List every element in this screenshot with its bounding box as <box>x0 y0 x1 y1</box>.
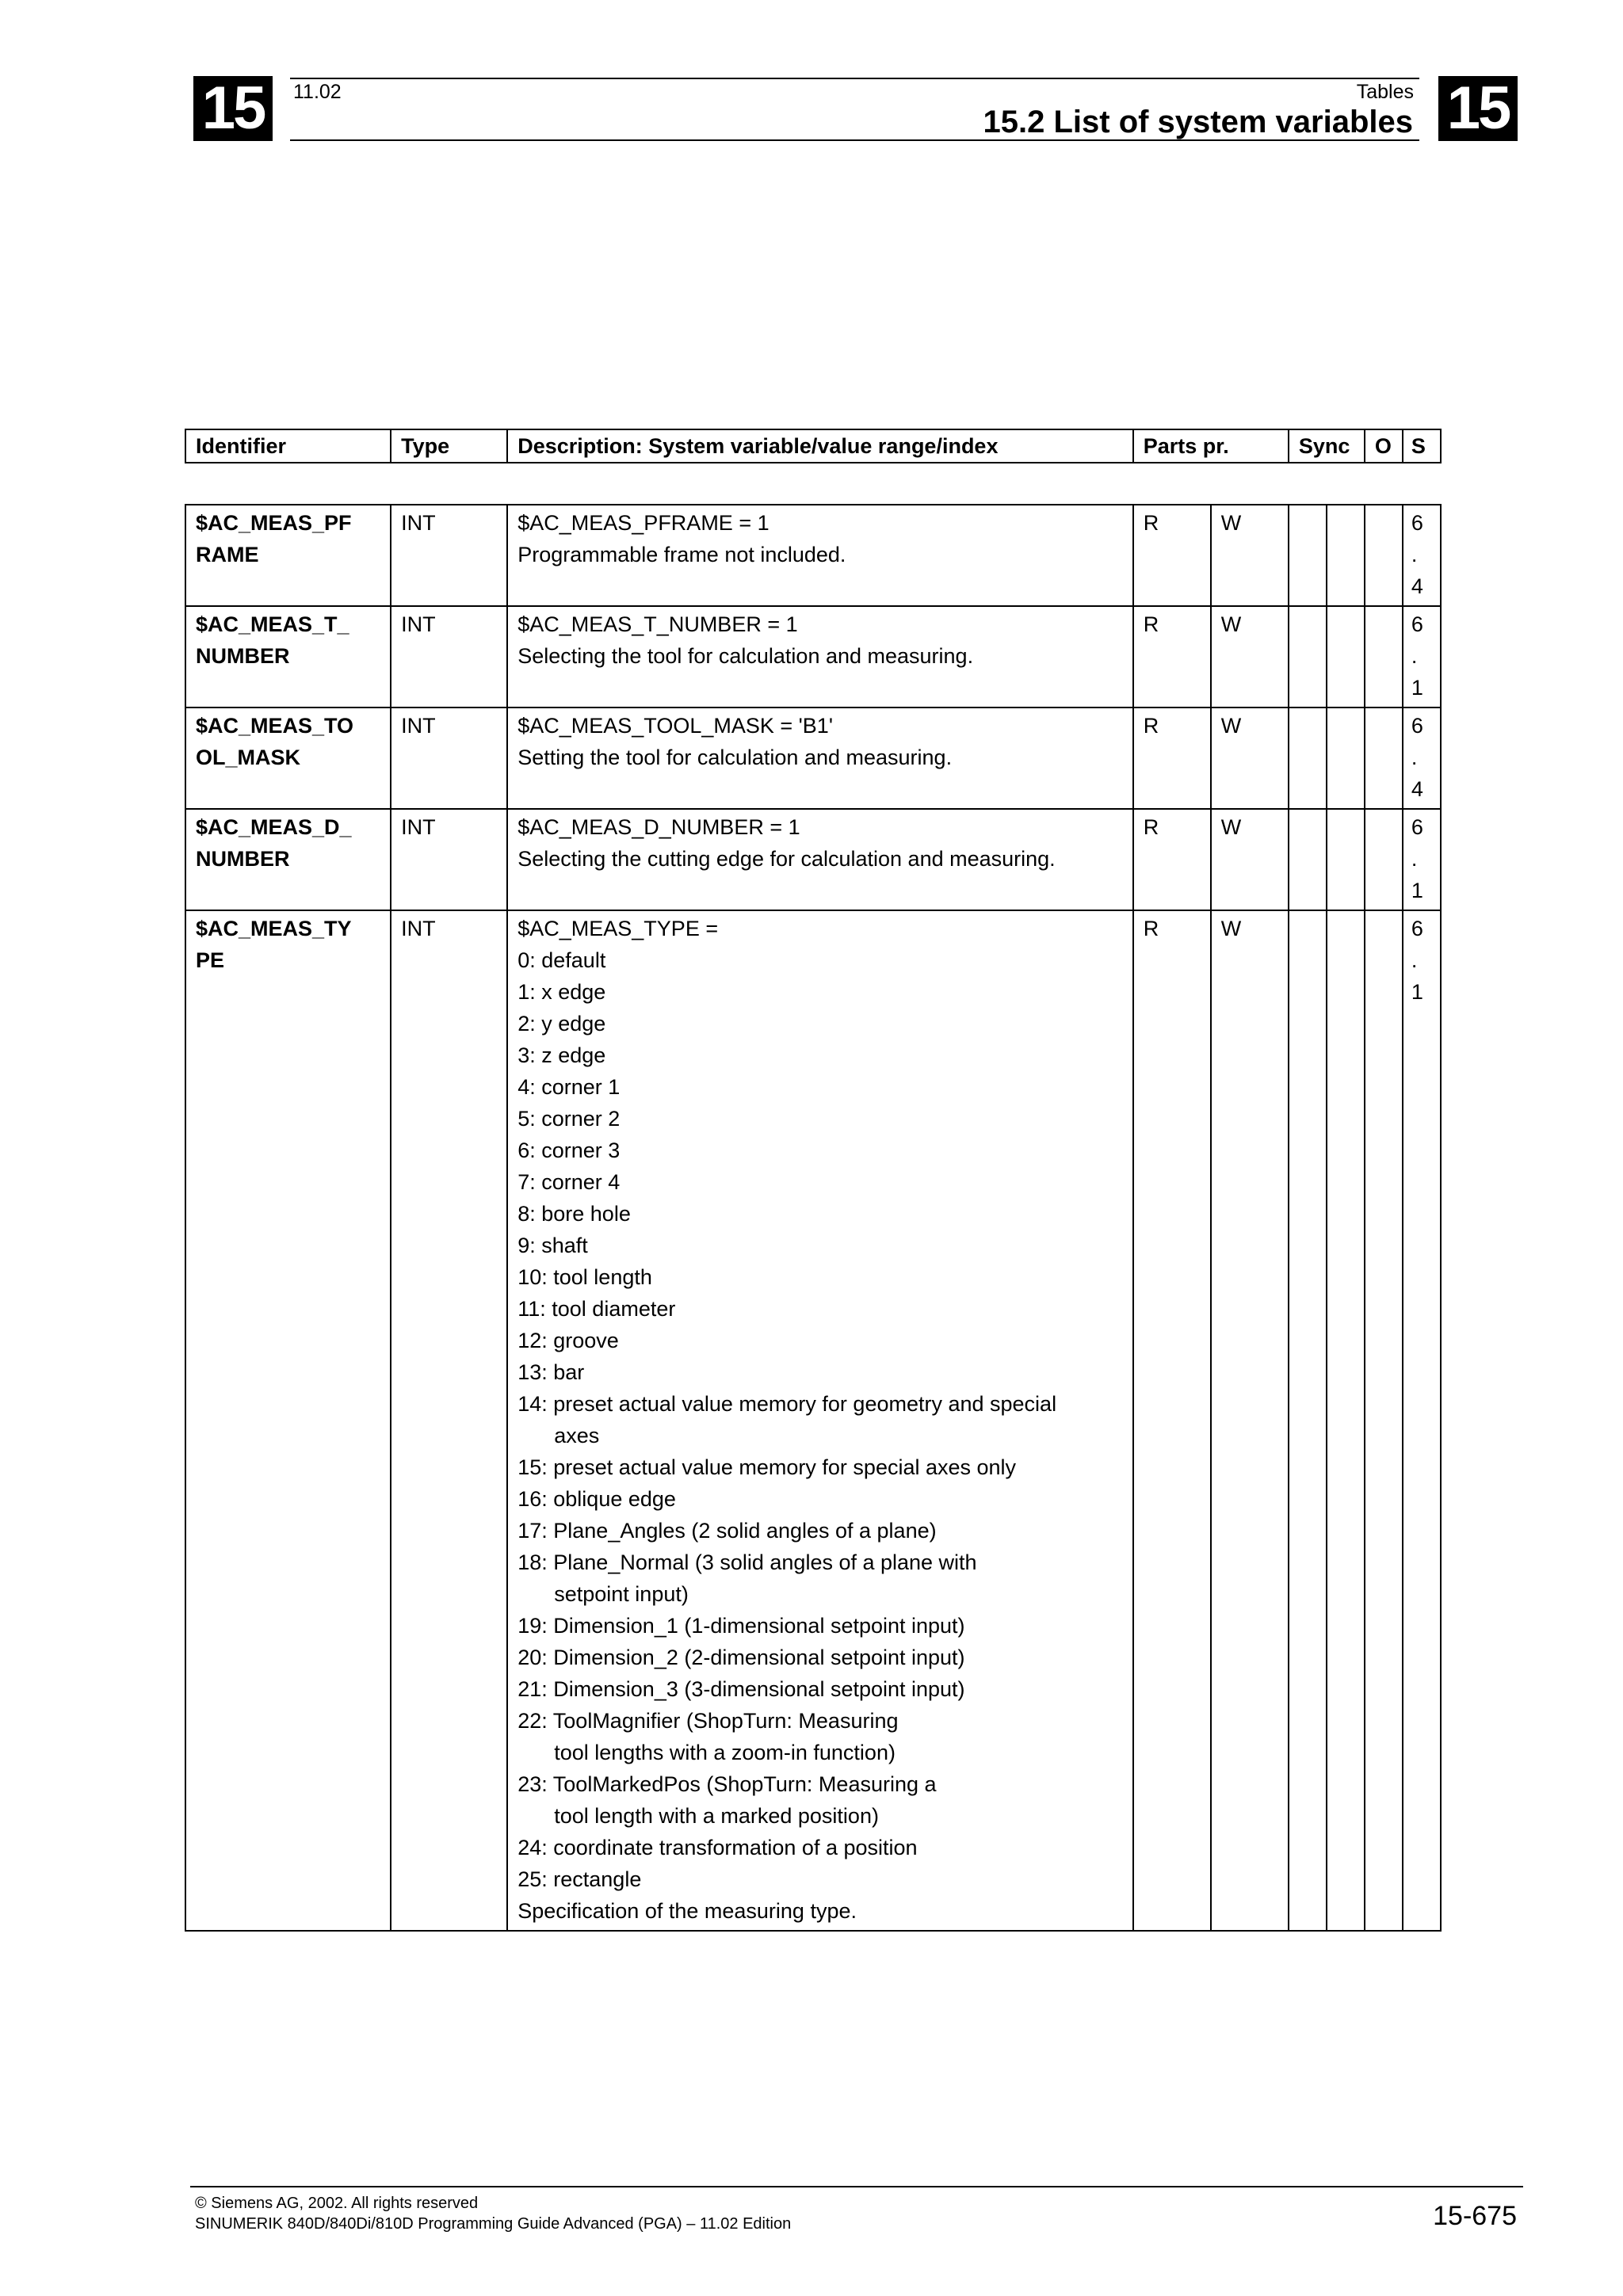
page-number: 15-675 <box>1433 2201 1517 2231</box>
write-access-cell: W <box>1211 707 1289 809</box>
write-access-cell: W <box>1211 606 1289 707</box>
s-value-line: 1 <box>1411 879 1423 902</box>
table-body <box>185 505 1441 1931</box>
identifier-line: RAME <box>196 543 259 566</box>
o-cell <box>1365 505 1403 606</box>
description-line: $AC_MEAS_T_NUMBER = 1 <box>517 612 798 636</box>
s-value-line: . <box>1411 948 1418 972</box>
description-line: 18: Plane_Normal (3 solid angles of a plane with <box>517 1550 977 1574</box>
sync-cell <box>1289 505 1327 606</box>
description-line: 9: shaft <box>517 1234 588 1257</box>
read-access-cell: R <box>1133 606 1211 707</box>
description-line: 6: corner 3 <box>517 1138 621 1162</box>
description-line: 23: ToolMarkedPos (ShopTurn: Measuring a <box>517 1772 937 1796</box>
column-header-row <box>185 429 1441 463</box>
identifier-cell <box>185 707 391 809</box>
sync-cell <box>1327 505 1365 606</box>
s-cell <box>1403 707 1441 809</box>
description-line: 7: corner 4 <box>517 1170 621 1194</box>
description-line: setpoint input) <box>554 1582 689 1606</box>
s-value-line: 6 <box>1411 917 1423 940</box>
table-row <box>185 910 1441 1931</box>
header-type: Type <box>391 429 507 463</box>
description-line: Specification of the measuring type. <box>517 1899 857 1923</box>
type-cell: INT <box>391 707 507 809</box>
s-cell <box>1403 910 1441 1931</box>
description-line: 0: default <box>517 948 606 972</box>
description-line: Programmable frame not included. <box>517 543 846 566</box>
type-cell: INT <box>391 606 507 707</box>
description-cell <box>507 606 1132 707</box>
description-line: 13: bar <box>517 1360 585 1384</box>
description-cell <box>507 809 1132 910</box>
sync-cell <box>1289 809 1327 910</box>
sync-cell <box>1289 606 1327 707</box>
o-cell <box>1365 606 1403 707</box>
header-parts-pr: Parts pr. <box>1133 429 1289 463</box>
sync-cell <box>1327 606 1365 707</box>
write-access-cell: W <box>1211 809 1289 910</box>
s-value-line: 1 <box>1411 980 1423 1004</box>
header-date: 11.02 <box>293 81 342 103</box>
identifier-line: NUMBER <box>196 644 290 668</box>
description-cell <box>507 707 1132 809</box>
description-line: 15: preset actual value memory for special axes only <box>517 1455 1017 1479</box>
description-line: 3: z edge <box>517 1043 606 1067</box>
s-cell <box>1403 606 1441 707</box>
system-variables-table <box>185 504 1442 1932</box>
description-line: 22: ToolMagnifier (ShopTurn: Measuring <box>517 1709 899 1733</box>
type-cell: INT <box>391 809 507 910</box>
sync-cell <box>1289 707 1327 809</box>
identifier-line: OL_MASK <box>196 746 301 769</box>
s-value-line: 4 <box>1411 777 1423 801</box>
write-access-cell: W <box>1211 910 1289 1931</box>
description-line: 16: oblique edge <box>517 1487 676 1511</box>
identifier-cell <box>185 809 391 910</box>
sync-cell <box>1327 910 1365 1931</box>
o-cell <box>1365 910 1403 1931</box>
s-value-line: 1 <box>1411 676 1423 700</box>
header-sync: Sync <box>1289 429 1365 463</box>
write-access-cell: W <box>1211 505 1289 606</box>
footer-copyright: © Siemens AG, 2002. All rights reserved <box>195 2195 479 2212</box>
identifier-line: $AC_MEAS_TO <box>196 714 354 738</box>
s-value-line: 6 <box>1411 612 1423 636</box>
description-cell <box>507 505 1132 606</box>
s-cell <box>1403 505 1441 606</box>
description-line: 5: corner 2 <box>517 1107 621 1131</box>
read-access-cell: R <box>1133 910 1211 1931</box>
sync-cell <box>1327 809 1365 910</box>
header-s: S <box>1403 429 1441 463</box>
description-line: $AC_MEAS_D_NUMBER = 1 <box>517 815 800 839</box>
s-value-line: 6 <box>1411 511 1423 535</box>
header-identifier: Identifier <box>185 429 391 463</box>
s-value-line: . <box>1411 543 1418 566</box>
read-access-cell: R <box>1133 505 1211 606</box>
footer-rule <box>190 2186 1523 2187</box>
table-row <box>185 606 1441 707</box>
header-description: Description: System variable/value range/index <box>507 429 1132 463</box>
identifier-line: NUMBER <box>196 847 290 871</box>
identifier-cell <box>185 606 391 707</box>
description-line: 17: Plane_Angles (2 solid angles of a plane) <box>517 1519 937 1543</box>
description-line: $AC_MEAS_PFRAME = 1 <box>517 511 769 535</box>
s-value-line: . <box>1411 746 1418 769</box>
description-line: 19: Dimension_1 (1-dimensional setpoint input) <box>517 1614 965 1638</box>
identifier-line: $AC_MEAS_D_ <box>196 815 352 839</box>
description-line: Selecting the tool for calculation and measuring. <box>517 644 974 668</box>
identifier-cell <box>185 910 391 1931</box>
s-cell <box>1403 809 1441 910</box>
description-line: 24: coordinate transformation of a position <box>517 1836 918 1859</box>
page-title: 15.2 List of system variables <box>983 105 1413 139</box>
footer-document-title: SINUMERIK 840D/840Di/810D Programming Guide Advanced (PGA) – 11.02 Edition <box>195 2215 792 2233</box>
description-line: 1: x edge <box>517 980 606 1004</box>
description-line: 8: bore hole <box>517 1202 631 1226</box>
s-value-line: . <box>1411 847 1418 871</box>
column-header-table <box>185 429 1442 463</box>
chapter-number-left: 15 <box>193 76 273 141</box>
header-o: O <box>1365 429 1403 463</box>
description-line: 14: preset actual value memory for geometry and special <box>517 1392 1057 1416</box>
description-line: 20: Dimension_2 (2-dimensional setpoint input) <box>517 1646 965 1669</box>
header-rule-top <box>290 78 1419 79</box>
o-cell <box>1365 707 1403 809</box>
o-cell <box>1365 809 1403 910</box>
sync-cell <box>1327 707 1365 809</box>
s-value-line: 6 <box>1411 714 1423 738</box>
description-line: 12: groove <box>517 1329 619 1352</box>
description-line: Setting the tool for calculation and measuring. <box>517 746 953 769</box>
identifier-line: $AC_MEAS_T_ <box>196 612 349 636</box>
description-line: tool lengths with a zoom-in function) <box>554 1741 896 1764</box>
description-line: tool length with a marked position) <box>554 1804 879 1828</box>
table-row <box>185 505 1441 606</box>
description-line: 21: Dimension_3 (3-dimensional setpoint input) <box>517 1677 965 1701</box>
description-cell <box>507 910 1132 1931</box>
description-line: 10: tool length <box>517 1265 652 1289</box>
table-row <box>185 809 1441 910</box>
description-line: Selecting the cutting edge for calculation and measuring. <box>517 847 1056 871</box>
table-row <box>185 707 1441 809</box>
identifier-line: PE <box>196 948 225 972</box>
type-cell: INT <box>391 910 507 1931</box>
s-value-line: . <box>1411 644 1418 668</box>
description-line: 25: rectangle <box>517 1867 642 1891</box>
type-cell: INT <box>391 505 507 606</box>
read-access-cell: R <box>1133 809 1211 910</box>
chapter-number-right: 15 <box>1438 76 1518 141</box>
s-value-line: 6 <box>1411 815 1423 839</box>
description-line: $AC_MEAS_TYPE = <box>517 917 719 940</box>
description-line: 11: tool diameter <box>517 1297 676 1321</box>
description-line: $AC_MEAS_TOOL_MASK = 'B1' <box>517 714 833 738</box>
description-line: 4: corner 1 <box>517 1075 621 1099</box>
read-access-cell: R <box>1133 707 1211 809</box>
identifier-line: $AC_MEAS_TY <box>196 917 352 940</box>
sync-cell <box>1289 910 1327 1931</box>
identifier-cell <box>185 505 391 606</box>
s-value-line: 4 <box>1411 574 1423 598</box>
description-line: 2: y edge <box>517 1012 606 1035</box>
description-line: axes <box>554 1424 600 1447</box>
identifier-line: $AC_MEAS_PF <box>196 511 352 535</box>
header-section-label: Tables <box>1356 81 1414 103</box>
